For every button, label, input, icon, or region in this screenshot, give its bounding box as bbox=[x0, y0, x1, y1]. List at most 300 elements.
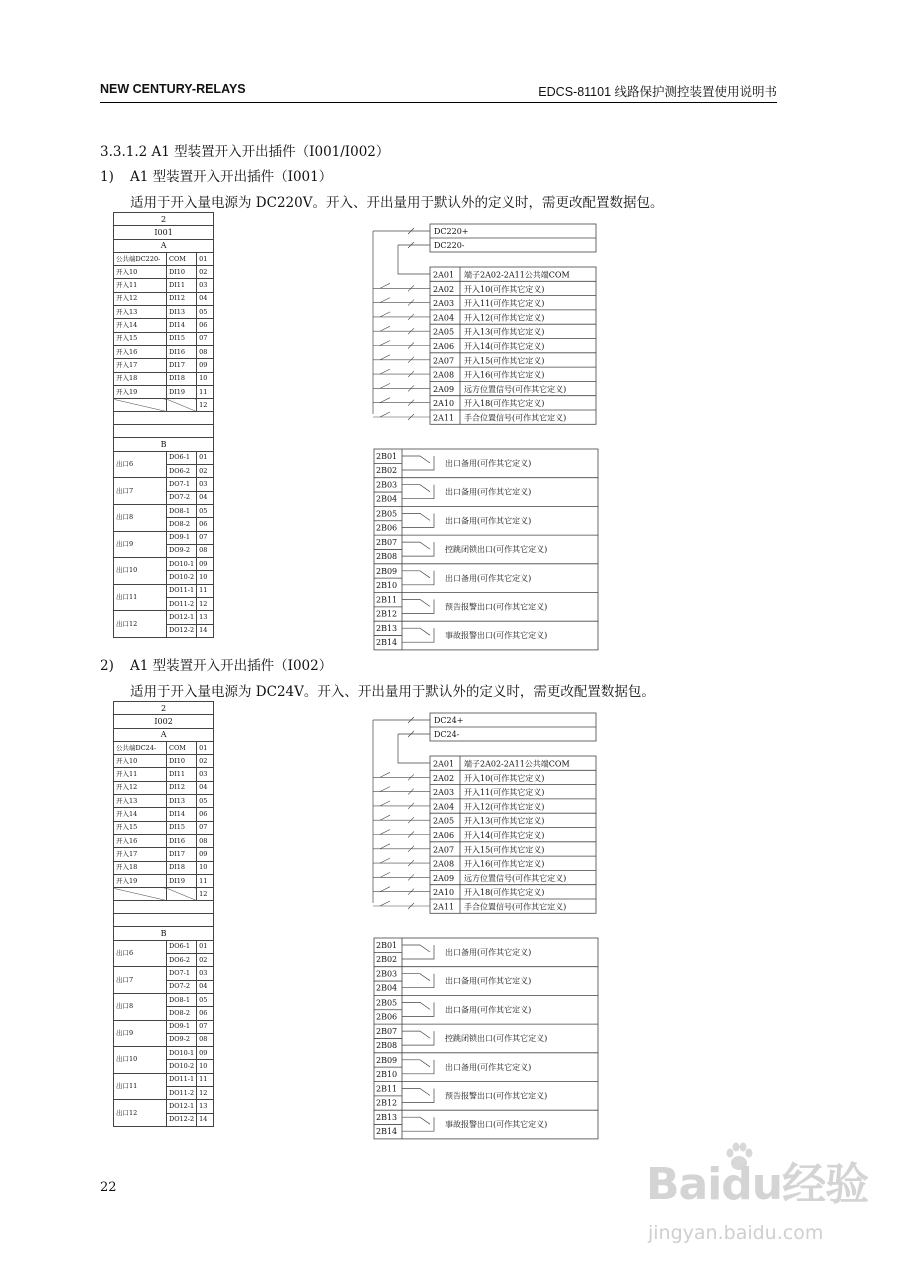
signal-code: DO9-1 bbox=[167, 1020, 197, 1033]
table-row bbox=[114, 781, 214, 794]
terminal-id: 2A04 bbox=[433, 313, 455, 323]
table-row bbox=[114, 279, 214, 292]
table-row bbox=[114, 741, 214, 754]
signal-code: DO8-2 bbox=[167, 1007, 197, 1020]
terminal-id: 2A10 bbox=[433, 399, 455, 409]
signal-code: DI19 bbox=[167, 874, 197, 887]
table-row bbox=[114, 861, 214, 874]
switch-contact bbox=[380, 283, 390, 288]
pin-number: 04 bbox=[197, 292, 214, 305]
terminal-id: 2B09 bbox=[376, 566, 398, 576]
output-group-name: 出口11 bbox=[114, 584, 167, 611]
signal-name: 开入10 bbox=[114, 755, 167, 768]
figure-caption-text: A1 型装置开入开出插件（I001） bbox=[130, 169, 333, 185]
signal-name: 开入12 bbox=[114, 292, 167, 305]
table-row bbox=[114, 768, 214, 781]
output-description: 出口备用(可作其它定义) bbox=[445, 948, 532, 957]
relay-contact bbox=[402, 628, 434, 642]
table-row bbox=[114, 478, 214, 491]
signal-name: 开入18 bbox=[114, 372, 167, 385]
blank-cell-diagonal bbox=[167, 399, 197, 412]
output-description: 事故报警出口(可作其它定义) bbox=[445, 631, 548, 641]
blank-cell-diagonal bbox=[114, 399, 167, 412]
terminal-id: 2A07 bbox=[433, 356, 455, 366]
table-row bbox=[114, 993, 214, 1006]
terminal-description: 端子2A02-2A11公共端COM bbox=[464, 270, 570, 280]
terminal-id: 2B12 bbox=[376, 609, 398, 619]
table-row bbox=[114, 345, 214, 358]
signal-code: DO7-2 bbox=[167, 491, 197, 504]
terminal-id: 2A11 bbox=[433, 413, 455, 423]
output-group-name: 出口8 bbox=[114, 993, 167, 1020]
pin-number: 07 bbox=[197, 821, 214, 834]
terminal-id: 2B03 bbox=[376, 969, 398, 979]
switch-contact bbox=[380, 801, 390, 806]
pin-number: 04 bbox=[197, 980, 214, 993]
output-description: 出口备用(可作其它定义) bbox=[445, 487, 532, 497]
pin-number: 10 bbox=[197, 861, 214, 874]
pin-number: 07 bbox=[197, 531, 214, 544]
switch-contact bbox=[380, 383, 390, 388]
signal-code: DO9-2 bbox=[167, 544, 197, 557]
pin-number: 10 bbox=[197, 571, 214, 584]
table-row bbox=[114, 1047, 214, 1060]
terminal-id: 2B01 bbox=[376, 941, 398, 950]
output-group-name: 出口6 bbox=[114, 940, 167, 967]
terminal-id: 2B06 bbox=[376, 1012, 398, 1022]
watermark-url: jingyan.baidu.com bbox=[648, 1222, 824, 1244]
terminal-description: 开入12(可作其它定义) bbox=[464, 313, 545, 323]
terminal-id: 2B10 bbox=[376, 580, 398, 590]
signal-name: 开入13 bbox=[114, 795, 167, 808]
table-row bbox=[114, 874, 214, 887]
output-group-name: 出口6 bbox=[114, 451, 167, 478]
page-header bbox=[100, 82, 777, 103]
signal-code: DI11 bbox=[167, 279, 197, 292]
section-b-label: B bbox=[114, 438, 214, 451]
terminal-description: 开入14(可作其它定义) bbox=[464, 831, 545, 840]
table-row bbox=[114, 795, 214, 808]
output-group-name: 出口7 bbox=[114, 478, 167, 505]
terminal-id: 2A11 bbox=[433, 902, 455, 912]
pin-number: 05 bbox=[197, 795, 214, 808]
terminal-description: 手合位置信号(可作其它定义) bbox=[464, 413, 567, 423]
terminal-id: 2B13 bbox=[376, 624, 398, 634]
terminal-id: 2A03 bbox=[433, 788, 455, 798]
terminal-description: 开入18(可作其它定义) bbox=[464, 888, 545, 898]
pin-number: 13 bbox=[197, 611, 214, 624]
signal-name: 开入15 bbox=[114, 821, 167, 834]
pin-number: 06 bbox=[197, 518, 214, 531]
terminal-table bbox=[113, 701, 214, 1127]
pin-number: 14 bbox=[197, 1113, 214, 1126]
table-row bbox=[114, 1100, 214, 1113]
terminal-id: 2B01 bbox=[376, 452, 398, 461]
table-row bbox=[114, 372, 214, 385]
pin-number: 02 bbox=[197, 266, 214, 279]
table-row bbox=[114, 385, 214, 398]
table-row bbox=[114, 755, 214, 768]
switch-contact bbox=[380, 887, 390, 892]
input-wiring-diagram bbox=[370, 713, 600, 918]
terminal-id: 2B14 bbox=[376, 1127, 398, 1137]
terminal-description: 手合位置信号(可作其它定义) bbox=[464, 902, 567, 912]
header-doc-title: EDCS-81101 线路保护测控装置使用说明书 bbox=[538, 85, 777, 99]
terminal-id: 2A02 bbox=[433, 773, 455, 783]
signal-name: 开入11 bbox=[114, 768, 167, 781]
terminal-description: 端子2A02-2A11公共端COM bbox=[464, 759, 570, 769]
signal-code: COM bbox=[167, 741, 197, 754]
switch-contact bbox=[380, 858, 390, 863]
signal-code: DO10-2 bbox=[167, 1060, 197, 1073]
pin-number: 01 bbox=[197, 741, 214, 754]
signal-code: DI10 bbox=[167, 266, 197, 279]
terminal-description: 开入11(可作其它定义) bbox=[464, 299, 545, 309]
terminal-id: 2B06 bbox=[376, 523, 398, 533]
terminal-id: 2A03 bbox=[433, 299, 455, 309]
signal-code: DO10-2 bbox=[167, 571, 197, 584]
slot-number: 2 bbox=[114, 213, 214, 226]
pin-number: 07 bbox=[197, 1020, 214, 1033]
terminal-description: 开入18(可作其它定义) bbox=[464, 399, 545, 409]
figure-number: 2) bbox=[100, 658, 114, 674]
switch-contact bbox=[380, 844, 390, 849]
switch-contact bbox=[380, 398, 390, 403]
signal-name: 开入19 bbox=[114, 385, 167, 398]
section-title: 3.3.1.2 A1 型装置开入开出插件（I001/I002） bbox=[100, 144, 390, 160]
blank-cell-diagonal bbox=[167, 888, 197, 901]
blank-cell-diagonal bbox=[114, 888, 167, 901]
table-row bbox=[114, 940, 214, 953]
terminal-id: 2B05 bbox=[376, 998, 398, 1008]
table-row bbox=[114, 848, 214, 861]
relay-contact bbox=[402, 513, 434, 527]
switch-contact bbox=[380, 326, 390, 331]
switch-contact bbox=[380, 341, 390, 346]
pin-number: 08 bbox=[197, 544, 214, 557]
pin-number: 05 bbox=[197, 993, 214, 1006]
terminal-id: 2A08 bbox=[433, 370, 455, 380]
pin-number: 11 bbox=[197, 385, 214, 398]
table-row bbox=[114, 332, 214, 345]
relay-contact bbox=[402, 1117, 434, 1131]
signal-code: DI19 bbox=[167, 385, 197, 398]
signal-name: 开入15 bbox=[114, 332, 167, 345]
signal-code: DO7-2 bbox=[167, 980, 197, 993]
table-row bbox=[114, 967, 214, 980]
signal-name: 开入14 bbox=[114, 808, 167, 821]
signal-code: DO6-1 bbox=[167, 451, 197, 464]
terminal-description: 开入14(可作其它定义) bbox=[464, 342, 545, 351]
board-name: I002 bbox=[114, 715, 214, 728]
output-description: 出口备用(可作其它定义) bbox=[445, 516, 532, 526]
terminal-id: 2B05 bbox=[376, 509, 398, 519]
pin-number: 05 bbox=[197, 306, 214, 319]
terminal-description: 开入15(可作其它定义) bbox=[464, 845, 545, 855]
output-description: 出口备用(可作其它定义) bbox=[445, 1062, 532, 1072]
signal-code: DO6-2 bbox=[167, 954, 197, 967]
terminal-id: 2B09 bbox=[376, 1055, 398, 1065]
signal-code: DI16 bbox=[167, 834, 197, 847]
pin-number: 11 bbox=[197, 1073, 214, 1086]
signal-code: DO11-1 bbox=[167, 1073, 197, 1086]
pin-number: 10 bbox=[197, 1060, 214, 1073]
signal-code: DO9-1 bbox=[167, 531, 197, 544]
signal-code: COM bbox=[167, 252, 197, 265]
table-row bbox=[114, 1020, 214, 1033]
signal-code: DI13 bbox=[167, 306, 197, 319]
signal-code: DO8-1 bbox=[167, 993, 197, 1006]
signal-code: DO12-1 bbox=[167, 1100, 197, 1113]
signal-code: DO10-1 bbox=[167, 558, 197, 571]
terminal-id: 2B03 bbox=[376, 480, 398, 490]
output-group-name: 出口7 bbox=[114, 967, 167, 994]
figure-caption bbox=[100, 165, 332, 185]
table-row bbox=[114, 531, 214, 544]
pin-number: 03 bbox=[197, 279, 214, 292]
watermark-logo: Baidu经验 bbox=[646, 1159, 869, 1210]
signal-code: DI10 bbox=[167, 755, 197, 768]
signal-code: DI16 bbox=[167, 345, 197, 358]
signal-name: 开入16 bbox=[114, 345, 167, 358]
relay-contact bbox=[402, 1089, 434, 1103]
terminal-description: 开入10(可作其它定义) bbox=[464, 284, 545, 294]
pin-number: 09 bbox=[197, 1047, 214, 1060]
terminal-description: 开入10(可作其它定义) bbox=[464, 773, 545, 783]
pin-number: 10 bbox=[197, 372, 214, 385]
header-company: NEW CENTURY-RELAYS bbox=[100, 82, 246, 96]
signal-code: DO9-2 bbox=[167, 1033, 197, 1046]
signal-name: 开入19 bbox=[114, 874, 167, 887]
output-group-name: 出口12 bbox=[114, 1100, 167, 1127]
pin-number: 09 bbox=[197, 558, 214, 571]
output-group-name: 出口9 bbox=[114, 1020, 167, 1047]
pin-number: 01 bbox=[197, 252, 214, 265]
output-contact-diagram bbox=[372, 449, 602, 654]
pin-number: 12 bbox=[197, 598, 214, 611]
table-row bbox=[114, 584, 214, 597]
terminal-id: 2A05 bbox=[433, 327, 455, 337]
terminal-id: 2B08 bbox=[376, 1041, 398, 1051]
terminal-id: 2A01 bbox=[433, 759, 455, 769]
output-description: 预告报警出口(可作其它定义) bbox=[445, 602, 548, 612]
terminal-id: 2B14 bbox=[376, 638, 398, 648]
pin-number: 02 bbox=[197, 954, 214, 967]
terminal-description: 开入13(可作其它定义) bbox=[464, 327, 545, 337]
pin-number: 12 bbox=[197, 888, 214, 901]
signal-name: 开入17 bbox=[114, 848, 167, 861]
spacer-row bbox=[114, 425, 214, 438]
signal-code: DO8-1 bbox=[167, 504, 197, 517]
output-description: 出口备用(可作其它定义) bbox=[445, 1005, 532, 1015]
signal-code: DO11-1 bbox=[167, 584, 197, 597]
output-description: 出口备用(可作其它定义) bbox=[445, 976, 532, 986]
signal-code: DO7-1 bbox=[167, 478, 197, 491]
pin-number: 05 bbox=[197, 504, 214, 517]
figure-caption bbox=[100, 654, 332, 674]
switch-contact bbox=[380, 772, 390, 777]
figure-description: 适用于开入量电源为 DC220V。开入、开出量用于默认外的定义时，需更改配置数据包。 bbox=[130, 195, 664, 211]
section-a-label: A bbox=[114, 239, 214, 252]
switch-contact bbox=[380, 412, 390, 417]
terminal-id: 2A09 bbox=[433, 873, 455, 883]
pin-number: 01 bbox=[197, 451, 214, 464]
supply-negative-label: DC220- bbox=[434, 241, 465, 250]
signal-name: 开入10 bbox=[114, 266, 167, 279]
signal-code: DI13 bbox=[167, 795, 197, 808]
pin-number: 02 bbox=[197, 465, 214, 478]
terminal-id: 2A09 bbox=[433, 384, 455, 394]
input-wiring-diagram bbox=[370, 224, 600, 429]
terminal-id: 2B12 bbox=[376, 1098, 398, 1108]
signal-code: DI15 bbox=[167, 821, 197, 834]
signal-code: DI18 bbox=[167, 861, 197, 874]
signal-code: DO12-1 bbox=[167, 611, 197, 624]
signal-name: 开入12 bbox=[114, 781, 167, 794]
pin-number: 01 bbox=[197, 940, 214, 953]
figure-description: 适用于开入量电源为 DC24V。开入、开出量用于默认外的定义时，需更改配置数据包。 bbox=[130, 684, 655, 700]
pin-number: 02 bbox=[197, 755, 214, 768]
switch-contact bbox=[380, 312, 390, 317]
board-name: I001 bbox=[114, 226, 214, 239]
terminal-id: 2A07 bbox=[433, 845, 455, 855]
table-row bbox=[114, 1073, 214, 1086]
output-description: 出口备用(可作其它定义) bbox=[445, 459, 532, 468]
signal-code: DI17 bbox=[167, 848, 197, 861]
table-row bbox=[114, 504, 214, 517]
signal-code: DO12-2 bbox=[167, 1113, 197, 1126]
signal-name: 开入17 bbox=[114, 359, 167, 372]
output-description: 控跳闭锁出口(可作其它定义) bbox=[445, 545, 548, 555]
pin-number: 04 bbox=[197, 781, 214, 794]
terminal-id: 2B11 bbox=[376, 1084, 398, 1094]
output-group-name: 出口10 bbox=[114, 1047, 167, 1074]
terminal-id: 2B07 bbox=[376, 538, 398, 548]
switch-contact bbox=[380, 901, 390, 906]
signal-name: 公共端DC24- bbox=[114, 741, 167, 754]
output-group-name: 出口9 bbox=[114, 531, 167, 558]
terminal-table bbox=[113, 212, 214, 638]
section-a-label: A bbox=[114, 728, 214, 741]
pin-number: 03 bbox=[197, 478, 214, 491]
figure-caption-text: A1 型装置开入开出插件（I002） bbox=[130, 658, 333, 674]
terminal-id: 2B11 bbox=[376, 595, 398, 605]
pin-number: 11 bbox=[197, 584, 214, 597]
signal-name: 开入13 bbox=[114, 306, 167, 319]
spacer-row bbox=[114, 901, 214, 914]
relay-contact bbox=[402, 456, 434, 470]
pin-number: 08 bbox=[197, 1033, 214, 1046]
switch-contact bbox=[380, 298, 390, 303]
table-row bbox=[114, 611, 214, 624]
signal-code: DI17 bbox=[167, 359, 197, 372]
signal-code: DI15 bbox=[167, 332, 197, 345]
table-row bbox=[114, 558, 214, 571]
relay-contact bbox=[402, 1002, 434, 1016]
signal-code: DO11-2 bbox=[167, 1087, 197, 1100]
relay-contact bbox=[402, 1031, 434, 1045]
pin-number: 08 bbox=[197, 834, 214, 847]
output-group-name: 出口8 bbox=[114, 504, 167, 531]
pin-number: 09 bbox=[197, 848, 214, 861]
relay-contact bbox=[402, 542, 434, 556]
terminal-description: 开入16(可作其它定义) bbox=[464, 859, 545, 869]
table-row bbox=[114, 821, 214, 834]
signal-code: DI12 bbox=[167, 781, 197, 794]
signal-code: DI18 bbox=[167, 372, 197, 385]
relay-contact bbox=[402, 945, 434, 959]
terminal-id: 2A02 bbox=[433, 284, 455, 294]
relay-contact bbox=[402, 974, 434, 988]
terminal-description: 开入12(可作其它定义) bbox=[464, 802, 545, 812]
pin-number: 06 bbox=[197, 319, 214, 332]
relay-contact bbox=[402, 571, 434, 585]
pin-number: 03 bbox=[197, 768, 214, 781]
section-b-label: B bbox=[114, 927, 214, 940]
pin-number: 07 bbox=[197, 332, 214, 345]
terminal-id: 2B07 bbox=[376, 1027, 398, 1037]
output-description: 控跳闭锁出口(可作其它定义) bbox=[445, 1034, 548, 1044]
output-group-name: 出口12 bbox=[114, 611, 167, 638]
pin-number: 06 bbox=[197, 1007, 214, 1020]
terminal-id: 2B10 bbox=[376, 1069, 398, 1079]
signal-code: DI14 bbox=[167, 319, 197, 332]
terminal-id: 2A05 bbox=[433, 816, 455, 826]
signal-name: 公共端DC220- bbox=[114, 252, 167, 265]
switch-contact bbox=[380, 872, 390, 877]
output-group-name: 出口11 bbox=[114, 1073, 167, 1100]
table-row bbox=[114, 306, 214, 319]
signal-name: 开入14 bbox=[114, 319, 167, 332]
output-description: 预告报警出口(可作其它定义) bbox=[445, 1091, 548, 1101]
terminal-description: 远方位置信号(可作其它定义) bbox=[464, 384, 567, 394]
table-row bbox=[114, 319, 214, 332]
page-number: 22 bbox=[100, 1180, 117, 1195]
relay-contact bbox=[402, 600, 434, 614]
signal-name: 开入11 bbox=[114, 279, 167, 292]
supply-positive-label: DC220+ bbox=[434, 227, 469, 236]
signal-code: DI14 bbox=[167, 808, 197, 821]
table-row bbox=[114, 359, 214, 372]
table-row bbox=[114, 266, 214, 279]
switch-contact bbox=[380, 787, 390, 792]
signal-code: DO6-2 bbox=[167, 465, 197, 478]
output-contact-diagram bbox=[372, 938, 602, 1143]
signal-code: DO10-1 bbox=[167, 1047, 197, 1060]
pin-number: 14 bbox=[197, 624, 214, 637]
terminal-id: 2A06 bbox=[433, 831, 455, 840]
switch-contact bbox=[380, 355, 390, 360]
spacer-row bbox=[114, 914, 214, 927]
switch-contact bbox=[380, 369, 390, 374]
output-description: 出口备用(可作其它定义) bbox=[445, 573, 532, 583]
signal-name: 开入18 bbox=[114, 861, 167, 874]
signal-code: DO11-2 bbox=[167, 598, 197, 611]
terminal-id: 2A08 bbox=[433, 859, 455, 869]
table-row bbox=[114, 808, 214, 821]
signal-name: 开入16 bbox=[114, 834, 167, 847]
pin-number: 03 bbox=[197, 967, 214, 980]
terminal-id: 2A10 bbox=[433, 888, 455, 898]
terminal-id: 2B02 bbox=[376, 955, 398, 964]
terminal-description: 开入11(可作其它定义) bbox=[464, 788, 545, 798]
signal-code: DO12-2 bbox=[167, 624, 197, 637]
terminal-description: 远方位置信号(可作其它定义) bbox=[464, 873, 567, 883]
pin-number: 12 bbox=[197, 399, 214, 412]
switch-contact bbox=[380, 830, 390, 835]
pin-number: 11 bbox=[197, 874, 214, 887]
table-row bbox=[114, 252, 214, 265]
